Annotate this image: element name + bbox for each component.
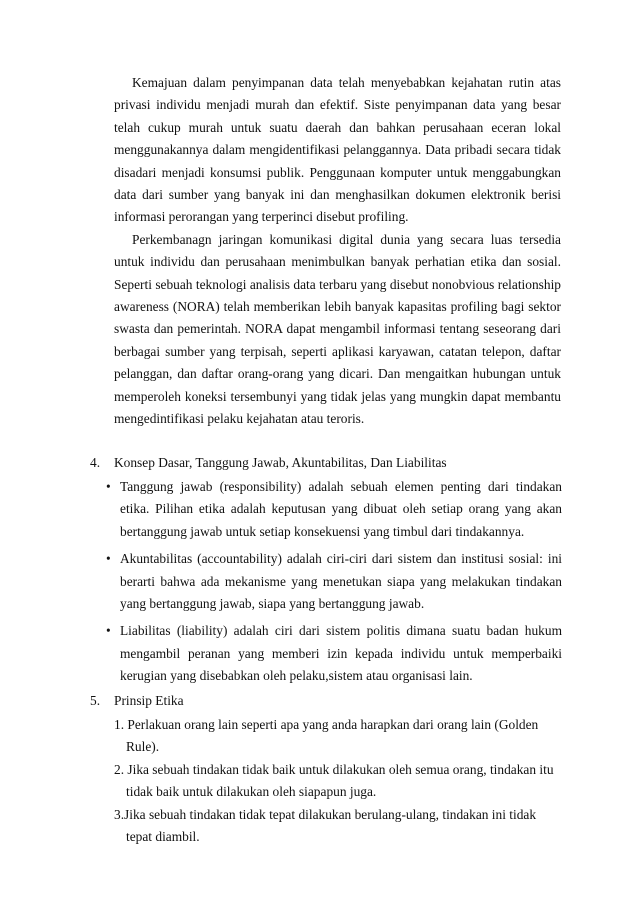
bullet-icon: • bbox=[106, 623, 111, 639]
list-item bbox=[106, 476, 562, 543]
bullet-text: Akuntabilitas (accountability) adalah ciri-ciri dari sistem dan institusi sosial: ini berarti bahwa ada mekanisme yang menetukan siapa yang melakukan tindakan yang bertanggung jawab, siapa yang bertanggung jawab. bbox=[120, 551, 562, 612]
bullet-text: Tanggung jawab (responsibility) adalah sebuah elemen penting dari tindakan etika. Pilihan etika adalah keputusan yang dibuat oleh setiap orang yang akan bertanggung jawab untuk setiap konsekuensi yang timbul dari tindakannya. bbox=[120, 479, 562, 539]
section-5-title: Prinsip Etika bbox=[114, 693, 184, 708]
list-item: 3.Jika sebuah tindakan tidak tepat dilakukan berulang-ulang, tindakan ini tidak tepat diambil. bbox=[114, 806, 537, 845]
paragraph-nora: Perkembanagn jaringan komunikasi digital dunia yang secara luas tersedia untuk individu dan perusahaan menimbulkan banyak perhatian etika dan sosial. Seperti sebuah teknologi analisis data terbaru yang disebut nonobvious relationship awareness (NORA) telah memberikan lebih banyak kapasitas profiling bagi sektor swasta dan pemerintah. NORA dapat mengambil informasi tentang seseorang dari berbagai sumber yang terpisah, seperti aplikasi karyawan, catatan telepon, daftar pelanggan, dan daftar orang-orang yang dicari. Dan mengaitkan hubungan untuk memperoleh koneksi tersembunyi yang tidak jelas yang mungkin dapat membantu mengedintifikasi pelaku kejahatan atau teroris. bbox=[114, 231, 561, 427]
section-4-bullets bbox=[106, 476, 562, 693]
list-item bbox=[106, 620, 562, 687]
list-item: 1. Perlakuan orang lain seperti apa yang anda harapkan dari orang lain (Golden Rule). bbox=[114, 717, 539, 755]
section-5-heading bbox=[90, 690, 560, 712]
section-5-number: 5. bbox=[90, 693, 101, 708]
body-text bbox=[114, 72, 561, 431]
section-4-title: Konsep Dasar, Tanggung Jawab, Akuntabilitas, Dan Liabilitas bbox=[114, 455, 447, 470]
list-item bbox=[106, 548, 562, 615]
section-5-list bbox=[114, 714, 564, 848]
paragraph-privacy: Kemajuan dalam penyimpanan data telah menyebabkan kejahatan rutin atas privasi individu menjadi murah dan efektif. Siste penyimpanan data yang besar telah cukup murah untuk suatu daerah dan bahkan perusahaan eceran lokal menggunakannya dalam mengidentifikasi pelanggannya. Data pribadi secara tidak disadari menjadi konsumsi publik. Penggunaan komputer untuk menggabungkan data dari sumber yang banyak ini dan menghasilkan dokumen elektronik berisi informasi perorangan yang terperinci disebut profiling. bbox=[114, 75, 561, 225]
list-item: 2. Jika sebuah tindakan tidak baik untuk dilakukan oleh semua orang, tindakan itu tidak baik untuk dilakukan oleh siapapun juga. bbox=[114, 761, 554, 800]
section-4-number: 4. bbox=[90, 455, 101, 470]
section-4-heading bbox=[90, 452, 560, 474]
bullet-text: Liabilitas (liability) adalah ciri dari sistem politis dimana suatu badan hukum mengambil peranan yang memberi izin kepada individu untuk memperbaiki kerugian yang disebabkan oleh pelaku,sistem atau organisasi lain. bbox=[120, 623, 562, 684]
bullet-icon: • bbox=[106, 479, 111, 494]
bullet-icon: • bbox=[106, 551, 111, 567]
